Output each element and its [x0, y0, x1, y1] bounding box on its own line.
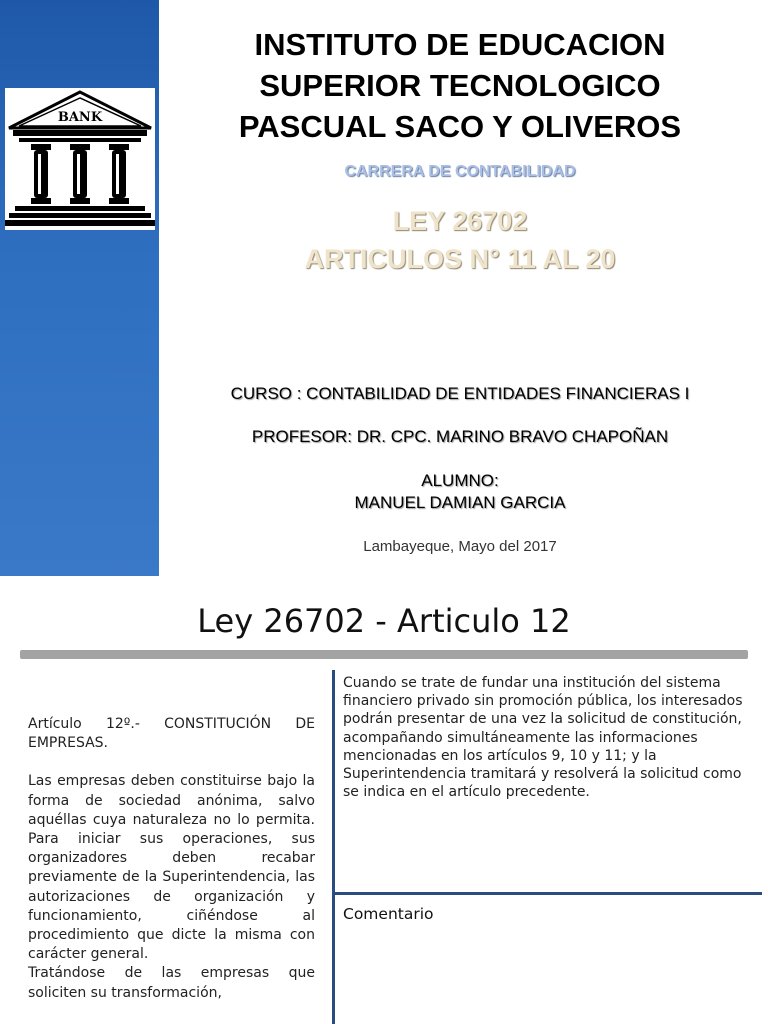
- student-name: MANUEL DAMIAN GARCIA: [354, 493, 566, 512]
- institute-title: [170, 24, 750, 147]
- sidebar-band: [0, 0, 159, 576]
- student-label: ALUMNO:: [421, 471, 499, 490]
- law-articles: ARTICULOS N° 11 AL 20: [304, 244, 616, 274]
- bank-logo-text: BANK: [57, 110, 103, 125]
- place-date: Lambayeque, Mayo del 2017: [363, 538, 557, 555]
- law-heading: [170, 202, 750, 278]
- column-divider: [332, 670, 335, 1024]
- student-block: [170, 470, 750, 514]
- article-heading: Artículo 12º.- CONSTITUCIÓN DE EMPRESAS.: [28, 716, 315, 752]
- article-text-column: [28, 715, 315, 1003]
- institute-title-line: PASCUAL SACO Y OLIVEROS: [238, 109, 682, 144]
- section-divider: [332, 892, 762, 895]
- career-label: CARRERA DE CONTABILIDAD: [344, 163, 576, 180]
- article-paragraph: Las empresas deben constituirse bajo la forma de sociedad anónima, salvo aquéllas cuya naturaleza no lo permita. Para iniciar sus operaciones, sus organizadores deben recabar previamente de la Superintendencia, las autorizaciones de organización y funcionamiento, ciñéndose al procedimiento que dicte la misma con carácter general.: [28, 773, 315, 963]
- bank-logo: [5, 88, 155, 230]
- slide-title: Ley 26702 - Articulo 12: [197, 602, 571, 640]
- institute-title-line: INSTITUTO DE EDUCACION: [254, 27, 666, 62]
- comment-heading: Comentario: [343, 905, 434, 923]
- title-divider: [20, 650, 748, 659]
- bank-building-icon: [5, 88, 155, 230]
- course-label: CURSO : CONTABILIDAD DE ENTIDADES FINANCIERAS I: [230, 384, 690, 403]
- law-number: LEY 26702: [392, 206, 528, 236]
- professor-label: PROFESOR: DR. CPC. MARINO BRAVO CHAPOÑAN: [251, 427, 669, 446]
- article-paragraph: Tratándose de las empresas que soliciten su transformación,: [28, 965, 315, 1001]
- institute-title-line: SUPERIOR TECNOLOGICO: [259, 68, 661, 103]
- explanation-paragraph: Cuando se trate de fundar una institución del sistema financiero privado sin promoción pública, los interesados podrán presentar de una vez la solicitud de constitución, acompañando simultáneamente las informaciones mencionadas en los artículos 9, 10 y 11; y la Superintendencia tramitará y resolverá la solicitud como se indica en el artículo precedente.: [343, 675, 743, 801]
